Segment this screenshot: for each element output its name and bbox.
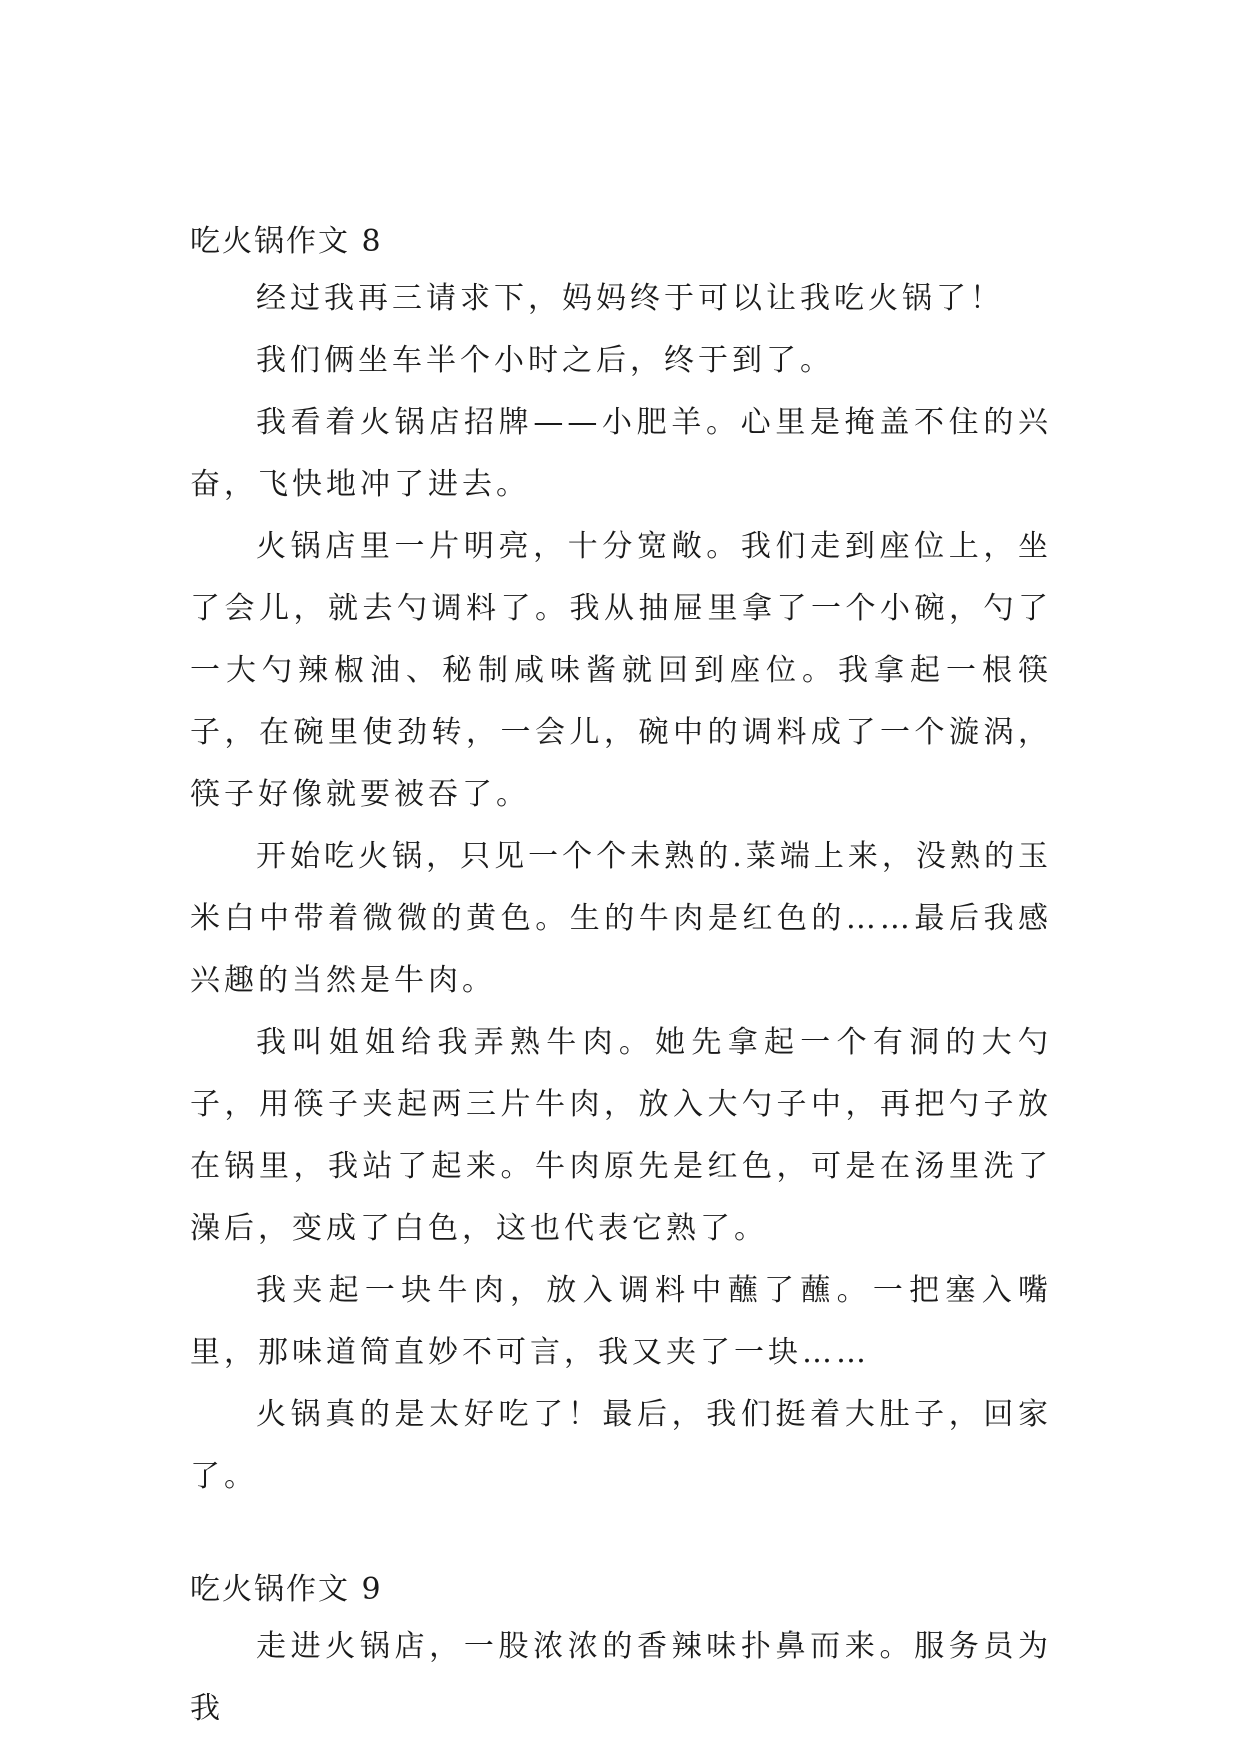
paragraph: 火锅真的是太好吃了！最后，我们挺着大肚子，回家了。 bbox=[190, 1397, 1052, 1494]
paragraph: 我夹起一块牛肉，放入调料中蘸了蘸。一把塞入嘴里，那味道简直妙不可言，我又夹了一块…… bbox=[190, 1273, 1052, 1370]
document-body bbox=[190, 216, 1052, 1740]
essay-section-8 bbox=[190, 216, 1052, 1508]
paragraph: 我们俩坐车半个小时之后，终于到了。 bbox=[256, 343, 834, 378]
essay-section-9 bbox=[190, 1564, 1052, 1740]
paragraph: 经过我再三请求下，妈妈终于可以让我吃火锅了！ bbox=[256, 281, 1004, 316]
paragraph: 我看着火锅店招牌——小肥羊。心里是掩盖不住的兴奋，飞快地冲了进去。 bbox=[190, 405, 1052, 502]
paragraph: 走进火锅店，一股浓浓的香辣味扑鼻而来。服务员为我 bbox=[190, 1629, 1052, 1726]
paragraph: 开始吃火锅，只见一个个未熟的.菜端上来，没熟的玉米白中带着微微的黄色。生的牛肉是红色的……最后我感兴趣的当然是牛肉。 bbox=[190, 839, 1052, 998]
essay-title: 吃火锅作文 8 bbox=[190, 224, 383, 259]
section-spacer bbox=[190, 1508, 1052, 1564]
paragraph: 火锅店里一片明亮，十分宽敞。我们走到座位上，坐了会儿，就去勺调料了。我从抽屉里拿了一个小碗，勺了一大勺辣椒油、秘制咸味酱就回到座位。我拿起一根筷子，在碗里使劲转，一会儿，碗中的调料成了一个漩涡，筷子好像就要被吞了。 bbox=[190, 529, 1052, 812]
essay-title: 吃火锅作文 9 bbox=[190, 1572, 383, 1607]
paragraph: 我叫姐姐给我弄熟牛肉。她先拿起一个有洞的大勺子，用筷子夹起两三片牛肉，放入大勺子中，再把勺子放在锅里，我站了起来。牛肉原先是红色，可是在汤里洗了澡后，变成了白色，这也代表它熟了。 bbox=[190, 1025, 1052, 1246]
